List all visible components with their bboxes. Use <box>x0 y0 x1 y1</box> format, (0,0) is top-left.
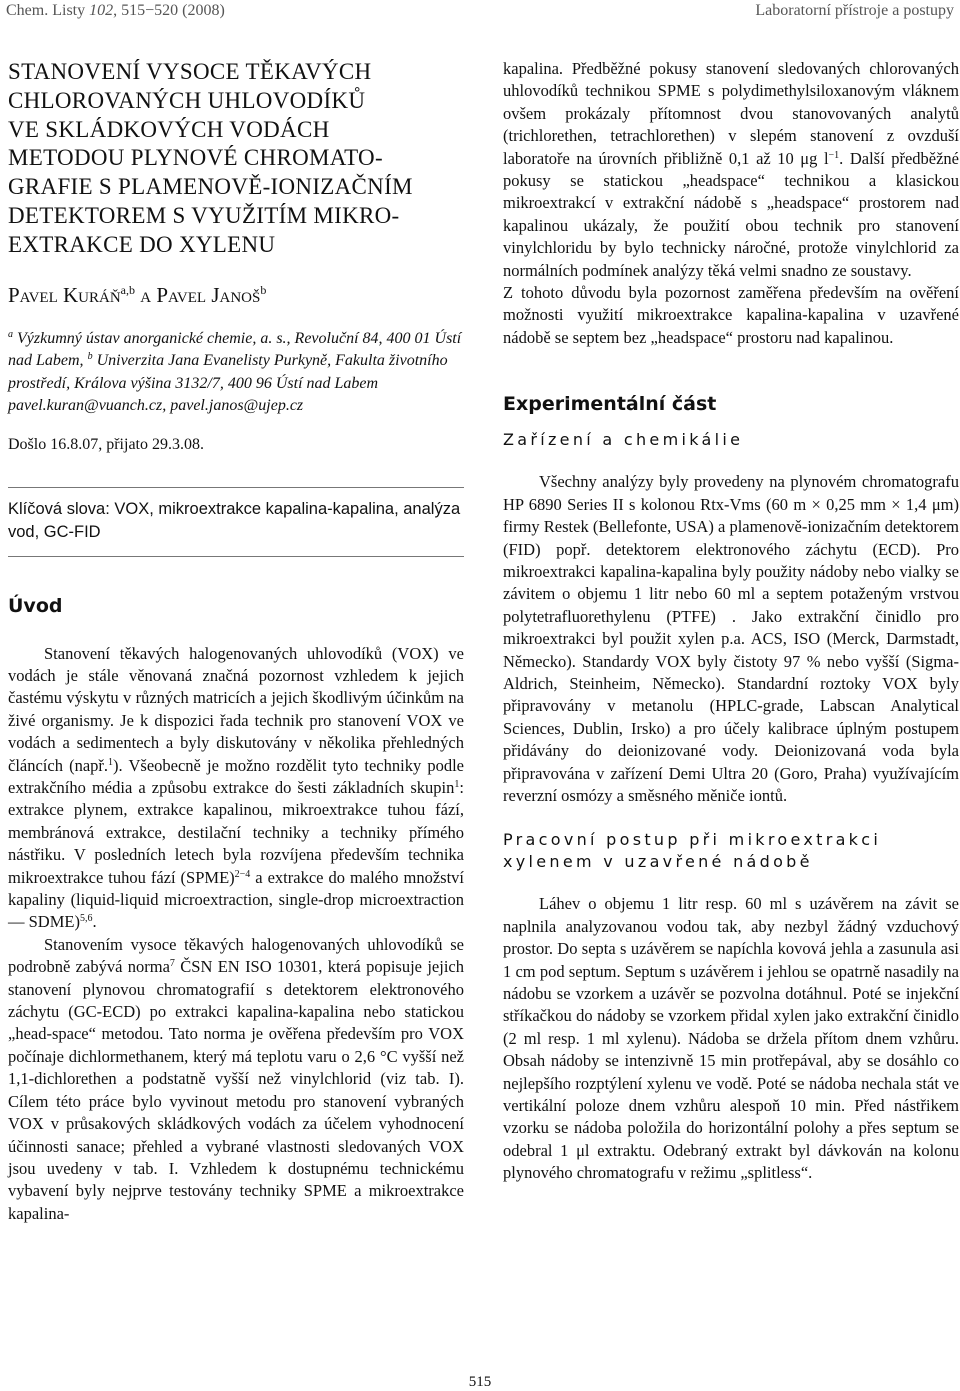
intro-paragraph: Stanovením vysoce těkavých halogenovaných uhlovodíků se podrobně zabývá norma$^7$ ČSN EN ISO 10301, která popisuje jejich stanovení plynovou chromatografií s detektorem elektronového záchytu (GC-ECD) po extrakci kapalina-kapalina nebo statickou „head-space“ metodou. Tato norma je ověřena především pro VOX počínaje dichlormethanem, který má teplotu varu o 2,6 °C vyšší než 1,1-dichlorethen a podstatně vyšší než vinylchlorid (viz tab. I). Cílem této práce bylo vyvinout metodu pro stanovení vybraných VOX v průsakových skládkových vodách za účelem vyhodnocení účinnosti sanace; přehled a vybrané vlastnosti sledovaných VOX jsou uvedeny v tab. I. Vzhledem k dostupnému technickému vybavení byly nejprve testovány techniky SPME a mikroextrakce kapalina- <box>8 934 464 1223</box>
body-paragraph: Láhev o objemu 1 litr resp. 60 ml s uzávěrem na závit se naplnila analyzovanou vodou tak, aby nezbyl žádný vzduchový prostor. Do septa s uzávěrem se napíchla kovová jehla a zasunula asi 1 cm pod septum. Septum s uzávěrem i jehlou se opatrně nasadily na nádobu se vzorkem a uzávěr se pozvolna dotáhnul. Poté se injekční stříkačkou do nádoby se vzorkem přidal xylen jako extrakční činidlo (2 ml resp. 1 ml xylenu). Nádoba se držela přítom dnem vzhůru. Obsah nádoby se intenzivně 15 min protřepával, aby se dosáhlo co nejlepšího rozptýlení xylenu ve vodě. Poté se nádoba nechala stát ve vertikální poloze dnem vzhůru alespoň 10 min. Před nástřikem vzorku se nádoba položila do horizontální polohy a přes septum se odebral 1 μl extraktu. Odebraný extrakt byl dávkován na kolonu plynového chromatografu v režimu „splitless“. <box>503 894 959 1183</box>
page-number: 515 <box>468 1374 492 1390</box>
author-list: Pavel Kuráň$^{a,b}$ a Pavel Janoš$^b$ <box>8 282 267 307</box>
author-name: Pavel Kuráň <box>8 282 121 307</box>
intro-paragraph: Stanovení těkavých halogenovaných uhlovodíků (VOX) ve vodách je stále věnovaná značná pozornost vzhledem k jejich častému výskytu v různých matricích a jejich škodlivým účinkům na živé organismy. Je k dispozici řada technik pro stanovení VOX ve vodách a sedimentech a byly diskutovány v několika přehledných článcích (např.$^1$). Všeobecně je možno rozdělit tyto techniky podle extrakčního média a způsobu extrakce do šesti základních skupin$^1$: extrakce plynem, extrakce kapalinou, mikroextrakce tuhou fází, membránová extrakce, destilační techniky a techniky přímého nástřiku. V posledních letech byla rozvíjena především technika mikroextrakce tuhou fází (SPME)$^{2-4}$ a extrakce do malého množství kapaliny (liquid-liquid microextraction, single-drop microextraction — SDME)$^{5,6}$. <box>8 643 464 932</box>
contact-emails[interactable]: pavel.kuran@vuanch.cz, pavel.janos@ujep.cz <box>8 397 304 415</box>
section-heading-intro: Úvod <box>8 594 63 617</box>
received-date: Došlo 16.8.07, přijato 29.3.08. <box>8 435 204 453</box>
affiliations: $^a$ Výzkumný ústav anorganické chemie, a. s., Revoluční 84, 400 01 Ústí nad Labem, $^b$ Univerzita Jana Evanelisty Purkyně, Fakulta životního prostředí, Králova výšina 3132/7, 400 96 Ústí nad Labem pavel.kuran@vuanch.cz, pavel.janos@ujep.cz <box>8 328 462 415</box>
author-name: Pavel Janoš <box>156 282 261 307</box>
body-paragraph: Z tohoto důvodu byla pozornost zaměřena především na ověření možnosti využití mikroextrakce kapalina-kapalina v uzavřené nádobě se septem bez „headspace“ prostoru nad kapalinou. <box>503 283 959 347</box>
running-header-journal: Chem. Listy 102, 515−520 (2008) <box>6 2 225 19</box>
keywords: Klíčová slova: VOX, mikroextrakce kapalina-kapalina, analýza vod, GC-FID <box>8 499 461 541</box>
body-paragraph: Všechny analýzy byly provedeny na plynovém chromatografu HP 6890 Series II s kolonou Rtx-Vms (60 m × 0,25 mm × 1,4 μm) firmy Restek (Bellefonte, USA) a plamenově-ionizačním detektorem (FID) popř. detektorem elektronového záchytu (ECD). Pro mikroextrakci kapalina-kapalina byly použity nádoby nebo vialky se závitem o objemu 1 litr nebo 60 ml a septem potaženým vrstvou polytetrafluorethylenu (PTFE) . Jako extrakční činidlo pro mikroextrakci byl použit xylen p.a. ACS, ISO (Merck, Darmstadt, Německo). Standardy VOX byly čistoty 97 % nebo vyšší (Sigma-Aldrich, Steinheim, Německo). Standardní roztoky VOX byly připravovány v metanolu (HPLC-grade, Labscan Analytical Sciences, Dublin, Irsko) a pro účely kalibrace úplným postupem přidávány do deionizované vody. Deionizovaná voda byla připravována v zařízení Demi Ultra 20 (Goro, Praha) využívajícím reverzní osmózy a směsného měniče iontů. <box>503 472 959 805</box>
subsection-heading: Pracovní postup při mikroextrakci xylenem v uzavřené nádobě <box>503 830 882 872</box>
body-paragraph: kapalina. Předběžné pokusy stanovení sledovaných chlorovaných uhlovodíků technikou SPME s polydimethylsiloxanovým vláknem ovšem prokázaly přítomnost dvou stanovovaných analytů (trichlorethen, tetrachlorethen) v slepém stanovení z ovzduší laboratoře na úrovních přibližně 0,1 až 10 μg $l^{-1}$. Další předběžné pokusy se statickou „headspace“ technikou a klasickou mikroextrakcí v extrakční nádobě s „headspace“ prostorem nad kapalinou ukázaly, že použití obou technik pro stanovení vinylchloridu by bylo technicky náročné, protože vinylchlorid za normálních podmínek analýzy těká velmi snadno ze soustavy. <box>503 59 959 280</box>
section-heading-experimental: Experimentální část <box>503 393 717 416</box>
subsection-heading: Zařízení a chemikálie <box>503 430 744 450</box>
divider <box>8 556 464 557</box>
article-title: STANOVENÍ VYSOCE TĚKAVÝCH CHLOROVANÝCH UHLOVODÍKŮ VE SKLÁDKOVÝCH VODÁCH METODOU PLYNOVÉ CHROMATO- GRAFIE S PLAMENOVĚ-IONIZAČNÍM DETEKTOREM S VYUŽITÍM MIKRO- EXTRAKCE DO XYLENU <box>8 59 413 257</box>
left-column <box>8 58 464 1225</box>
running-header-section: Laboratorní přístroje a postupy <box>755 2 954 19</box>
divider <box>8 487 464 488</box>
right-column <box>503 58 959 1185</box>
